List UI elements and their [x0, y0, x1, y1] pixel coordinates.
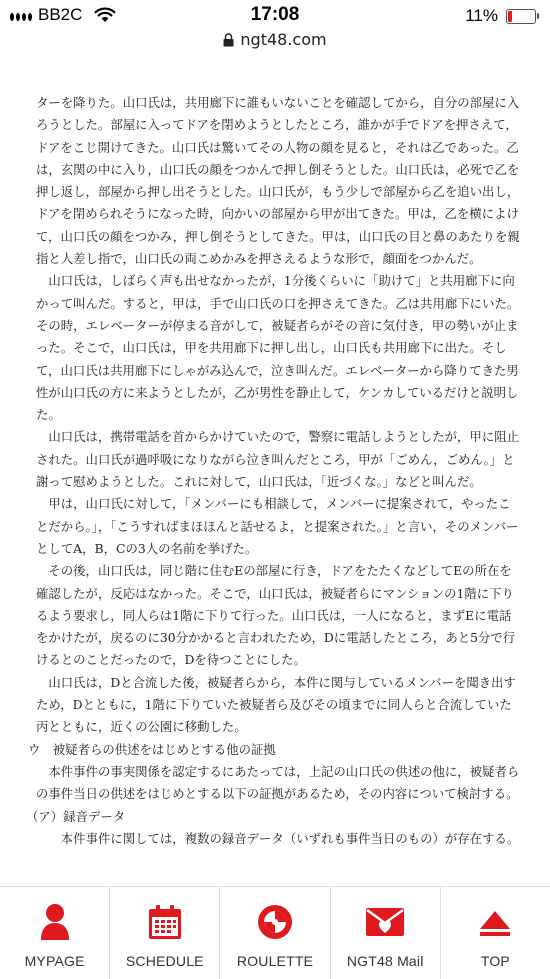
status-right: [465, 6, 536, 26]
subheading-text: 本件事件に関しては，複数の録音データ（いずれも事件当日のもの）が存在する。: [60, 830, 520, 846]
nav-label: MYPAGE: [24, 953, 85, 969]
paragraph: その後，山口氏は，同じ階に住むEの部屋に行き，ドアをたたくなどしてEの所在を確認したが，反応はなかった。そこで，山口氏は，被疑者らにマンションの1階に下りるよう要求し，同人らは1階に下りて行った。山口氏は，一人になると，まずEに電話をかけたが，戻るのに30分かかると言われたため，Dに電話したところ，あと5分で行けるとのことだったので，Dを待つことにした。: [36, 563, 516, 668]
url-text: ngt48.com: [240, 30, 327, 49]
document-page: [26, 92, 520, 850]
status-time: 17:08: [250, 4, 300, 25]
battery-percent: 11%: [465, 6, 498, 25]
battery-icon: [506, 9, 536, 24]
nav-mypage[interactable]: [0, 887, 110, 979]
roulette-icon: [255, 903, 295, 941]
section-heading: ウ 被疑者らの供述をはじめとする他の証拠: [28, 741, 276, 757]
calendar-icon: [145, 903, 185, 941]
subheading: （ア）録音データ: [26, 808, 126, 824]
nav-schedule[interactable]: [110, 887, 220, 979]
nav-label: NGT48 Mail: [346, 953, 424, 969]
url-bar[interactable]: [0, 30, 550, 54]
section-text: 本件事件の事実関係を認定するにあたっては，上記の山口氏の供述の他に，被疑者らの事件当日の供述をはじめとする以下の証拠があるため，その内容について検討する。: [36, 763, 520, 802]
lock-icon: [223, 33, 234, 47]
nav-mail[interactable]: [331, 887, 441, 979]
person-icon: [35, 903, 75, 941]
bottom-nav: [0, 886, 550, 979]
paragraph: 山口氏は，Dと合流した後，被疑者らから，本件に関与しているメンバーを聞き出すため，Dとともに，1階に下りていた被疑者ら及びその頃までに同人らと合流していた丙とともに，近くの公園に移動した。: [36, 674, 516, 735]
nav-label: SCHEDULE: [125, 953, 204, 969]
triangle-up-icon: [475, 903, 515, 941]
nav-label: ROULETTE: [236, 953, 314, 969]
nav-label: TOP: [480, 953, 510, 969]
paragraph: 山口氏は，携帯電話を首からかけていたので，警察に電話しようとしたが，甲に阻止された。山口氏が過呼吸になりながら泣き叫んだところ，甲が「ごめん，ごめん。」と謝って慰めようとした。これに対して，山口氏は，「近づくな。」などと叫んだ。: [36, 429, 519, 490]
nav-roulette[interactable]: [220, 887, 330, 979]
mail-heart-icon: [365, 903, 405, 941]
paragraph: ターを降りた。山口氏は，共用廊下に誰もいないことを確認してから，自分の部屋に入ろうとした。部屋に入ってドアを閉めようとしたところ，誰かが手でドアを押さえて，ドアをこじ開けてきた。山口氏は驚いてその人物の顔を見ると，それは乙であった。乙は，玄関の中に入り，山口氏の顔をつかんで押し倒そうとした。山口氏は，必死で乙を押し返し，部屋から押し出そうとした。山口氏が，もう少しで部屋から乙を追い出し，ドアを閉められそうになった時，向かいの部屋から甲が出てきた。甲は，乙を横によけて，山口氏の顔をつかみ，押し倒そうとしてきた。甲は，山口氏の目と鼻のあたりを親指と人差し指で，山口氏の両こめかみを押さえるような形で，顔面をつかんだ。: [36, 95, 520, 267]
nav-top[interactable]: [441, 887, 550, 979]
paragraph: 山口氏は，しばらく声も出せなかったが，1分後くらいに「助けて」と共用廊下に向かって叫んだ。すると，甲は，手で山口氏の口を押さえてきた。乙は共用廊下にいた。その時，エレベーターが停まる音がして，被疑者らがその音に気付き，甲の勢いが止まった。そこで，山口氏は，甲を共用廊下に押し出し，山口氏も共用廊下に出た。そして，山口氏は共用廊下にしゃがみ込んで，泣き叫んだ。エレベーターから降りてきた男性が山口氏の方に来ようとしたが，乙が男性を静止して，ケンカしているだけと説明した。: [36, 273, 520, 423]
status-bar: [0, 0, 550, 30]
paragraph: 甲は，山口氏に対して，「メンバーにも相談して，メンバーに提案されて，やったことだから。」，「こうすればまほほんと話せるよ，と提案された。」と言い，そのメンバーとしてA，B，Cの3人の名前を挙げた。: [36, 496, 519, 556]
carrier-name: BB2C: [38, 5, 83, 24]
